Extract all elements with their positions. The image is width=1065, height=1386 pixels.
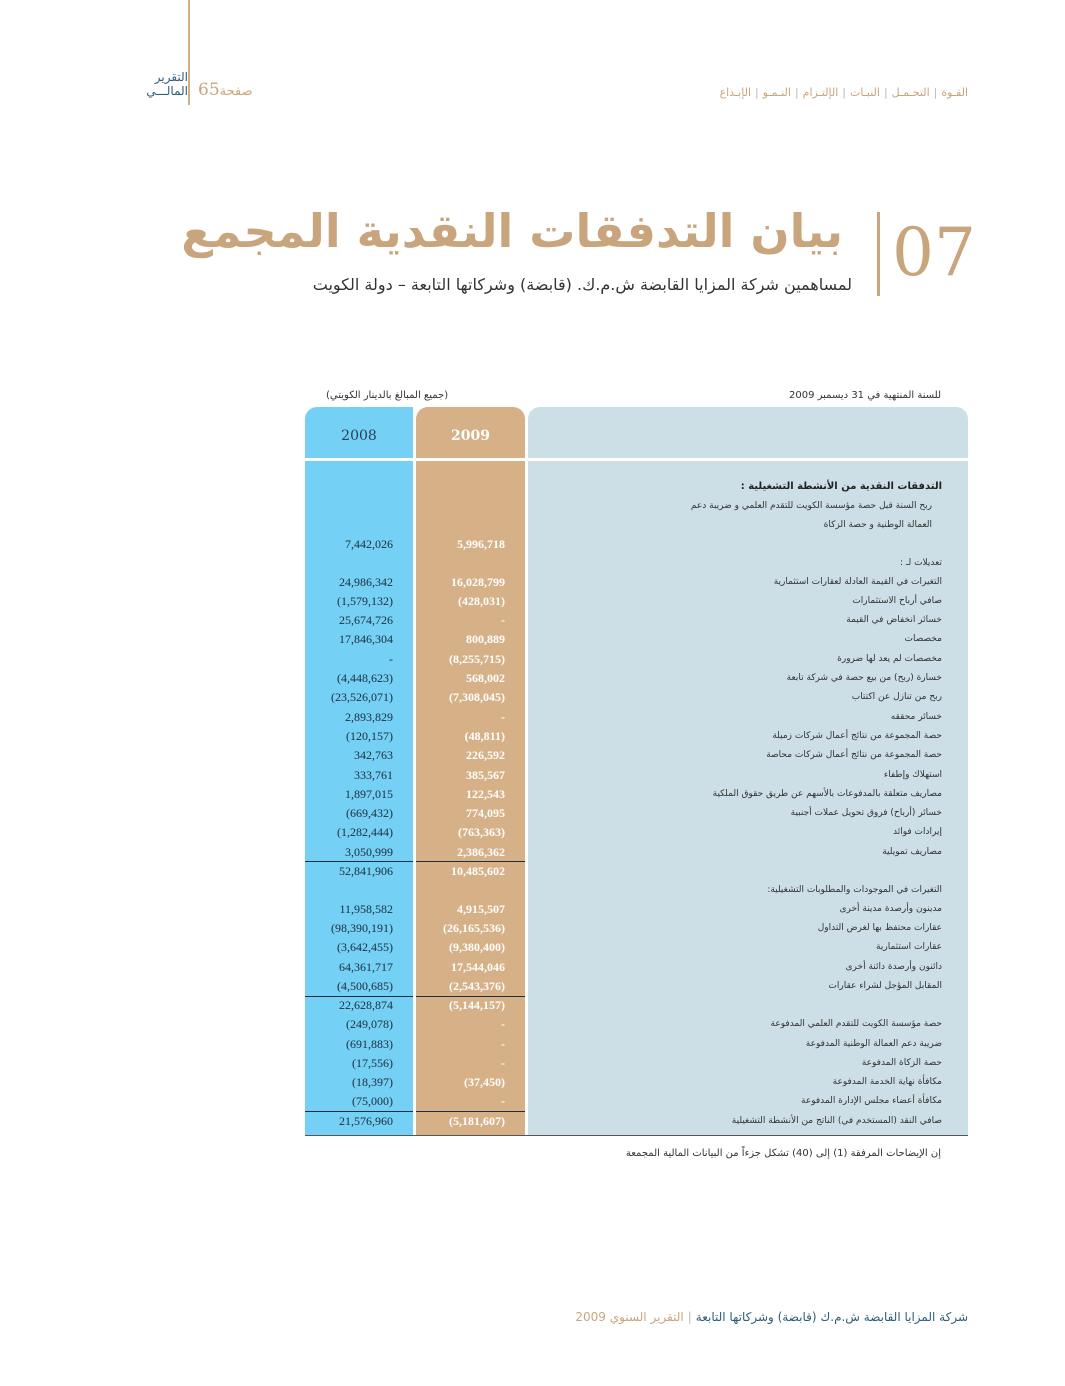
subtotal-line-2009 bbox=[416, 1111, 525, 1112]
table-row bbox=[305, 650, 968, 668]
row-description: خسائر (أرباح) فروق تحويل عملات أجنبية bbox=[790, 808, 942, 818]
row-description: استهلاك وإطفاء bbox=[883, 770, 942, 780]
table-row bbox=[305, 516, 968, 534]
table-row bbox=[305, 881, 968, 899]
page-number: 65 bbox=[198, 80, 220, 100]
row-description: ربح السنة قبل حصة مؤسسة الكويت للتقدم العلمي و ضريبة دعم bbox=[690, 501, 932, 511]
table-row bbox=[305, 554, 968, 572]
value-2009: 4,915,507 bbox=[457, 902, 505, 916]
subtotal-line-2009 bbox=[416, 996, 525, 997]
footer-report: التقرير السنوي 2009 bbox=[575, 1310, 684, 1324]
value-2009: - bbox=[501, 1017, 505, 1031]
value-2009: (8,255,715) bbox=[449, 652, 505, 666]
value-2009: - bbox=[501, 1037, 505, 1051]
table-row bbox=[305, 1015, 968, 1033]
value-2008: 1,897,015 bbox=[345, 787, 393, 801]
table-bottom-rule bbox=[305, 1135, 968, 1136]
value-2009: 385,567 bbox=[466, 768, 505, 782]
row-description: ضريبة دعم العمالة الوطنية المدفوعة bbox=[805, 1039, 942, 1049]
column-header-2009: 2009 bbox=[451, 428, 490, 444]
row-description: عقارات محتفظ بها لغرض التداول bbox=[817, 923, 942, 933]
row-description: ربح من تنازل عن اكتتاب bbox=[851, 692, 942, 702]
value-2008: (4,500,685) bbox=[337, 979, 393, 993]
row-description: صافي النقد (المستخدم في) الناتج من الأنشطة التشغيلية bbox=[731, 1116, 942, 1126]
table-row bbox=[305, 766, 968, 784]
value-2008: (3,642,455) bbox=[337, 940, 393, 954]
table-row bbox=[305, 630, 968, 648]
row-description: مكافأة أعضاء مجلس الإدارة المدفوعة bbox=[801, 1096, 942, 1106]
header-divider bbox=[188, 0, 190, 105]
value-2008: (98,390,191) bbox=[331, 921, 393, 935]
value-2009: - bbox=[501, 710, 505, 724]
footnote: إن الإيضاحات المرفقة (1) إلى (40) تشكل جزءاً من البيانات المالية المجمعة bbox=[625, 1148, 941, 1159]
nav-item[interactable]: الإلتـزام bbox=[802, 86, 839, 99]
value-2008: 24,986,342 bbox=[339, 575, 393, 589]
value-2008: 7,442,026 bbox=[345, 537, 393, 551]
row-description: إيرادات فوائد bbox=[893, 827, 942, 837]
value-2009: - bbox=[501, 1094, 505, 1108]
value-2008: - bbox=[389, 652, 393, 666]
row-description: مكافأة نهاية الخدمة المدفوعة bbox=[832, 1077, 942, 1087]
header-separator bbox=[305, 458, 968, 461]
subtotal-line-2008 bbox=[305, 996, 413, 997]
row-description: المقابل المؤجل لشراء عقارات bbox=[828, 981, 942, 991]
table-row bbox=[305, 573, 968, 591]
table-row bbox=[305, 977, 968, 995]
value-2008: 11,958,582 bbox=[339, 902, 393, 916]
value-2008: (669,432) bbox=[346, 806, 393, 820]
value-2009: - bbox=[501, 1056, 505, 1070]
table-row bbox=[305, 1112, 968, 1130]
period-label: للسنة المنتهية في 31 ديسمبر 2009 bbox=[789, 390, 941, 401]
report-label-line2: المالـــي bbox=[146, 84, 188, 98]
value-2009: 800,889 bbox=[466, 632, 505, 646]
page-indicator bbox=[198, 80, 253, 100]
table-row bbox=[305, 804, 968, 822]
page-title: بيان التدفقات النقدية المجمع bbox=[181, 204, 843, 258]
nav-item[interactable]: القـوة bbox=[941, 86, 968, 99]
currency-note: (جميع المبالغ بالدينار الكويتي) bbox=[326, 390, 449, 401]
row-description: التغيرات في القيمة العادلة لعقارات استثمارية bbox=[773, 577, 942, 587]
value-2008: (4,448,623) bbox=[337, 671, 393, 685]
subtotal-line-2009 bbox=[416, 861, 525, 862]
value-2008: 22,628,874 bbox=[339, 998, 393, 1012]
value-2009: (37,450) bbox=[464, 1075, 505, 1089]
value-2008: 52,841,906 bbox=[339, 864, 393, 878]
value-2008: 333,761 bbox=[354, 768, 393, 782]
row-description: تعديلات لـ : bbox=[899, 558, 942, 568]
table-row bbox=[305, 1092, 968, 1110]
row-description: خسائر محققه bbox=[890, 712, 942, 722]
value-2009: (48,811) bbox=[464, 729, 505, 743]
value-2009: 16,028,799 bbox=[451, 575, 505, 589]
table-row bbox=[305, 785, 968, 803]
value-2008: 2,893,829 bbox=[345, 710, 393, 724]
value-2009: (2,543,376) bbox=[449, 979, 505, 993]
section-divider bbox=[877, 212, 880, 296]
table-row bbox=[305, 535, 968, 553]
row-description: خسائر انخفاض في القيمة bbox=[846, 615, 942, 625]
value-2008: (23,526,071) bbox=[331, 690, 393, 704]
row-description: حصة مؤسسة الكويت للتقدم العلمي المدفوعة bbox=[770, 1019, 942, 1029]
row-description: مصاريف متعلقة بالمدفوعات بالأسهم عن طريق حقوق الملكية bbox=[712, 789, 942, 799]
row-description: دائنون وأرصدة دائنة أخرى bbox=[845, 962, 942, 972]
table-row bbox=[305, 727, 968, 745]
row-description: عقارات استثمارية bbox=[876, 942, 942, 952]
value-2009: (7,308,045) bbox=[449, 690, 505, 704]
table-row bbox=[305, 862, 968, 880]
nav-item[interactable]: النـمـو bbox=[762, 86, 791, 99]
table-row bbox=[305, 958, 968, 976]
value-2009: 17,544,046 bbox=[451, 960, 505, 974]
value-2009: - bbox=[501, 613, 505, 627]
table-row bbox=[305, 611, 968, 629]
value-2008: (75,000) bbox=[352, 1094, 393, 1108]
page-word: صفحة bbox=[219, 84, 253, 99]
value-2008: 21,576,960 bbox=[339, 1114, 393, 1128]
value-2009: 226,592 bbox=[466, 748, 505, 762]
row-description: حصة المجموعة من نتائج أعمال شركات محاصة bbox=[766, 750, 942, 760]
table-row bbox=[305, 938, 968, 956]
value-2008: (249,078) bbox=[346, 1017, 393, 1031]
row-description: مخصصات لم يعد لها ضرورة bbox=[837, 654, 942, 664]
nav-item[interactable]: التحـمـل bbox=[891, 86, 930, 99]
value-2008: (1,579,132) bbox=[337, 594, 393, 608]
report-label bbox=[128, 70, 188, 98]
row-description: مدينون وأرصدة مدينة أخرى bbox=[839, 904, 942, 914]
row-description: صافي أرباح الاستثمارات bbox=[852, 596, 942, 606]
table-row bbox=[305, 497, 968, 515]
row-description: حصة الزكاة المدفوعة bbox=[861, 1058, 942, 1068]
table-row bbox=[305, 823, 968, 841]
value-2009: (763,363) bbox=[458, 825, 505, 839]
value-2008: 64,361,717 bbox=[339, 960, 393, 974]
value-2009: 10,485,602 bbox=[451, 864, 505, 878]
subtotal-line-2008 bbox=[305, 1111, 413, 1112]
value-2008: (691,883) bbox=[346, 1037, 393, 1051]
footer-company: شركة المزايا القابضة ش.م.ك (قابضة) وشركاتها التابعة bbox=[695, 1310, 968, 1324]
value-2009: (428,031) bbox=[458, 594, 505, 608]
table-row bbox=[305, 669, 968, 687]
value-2009: 122,543 bbox=[466, 787, 505, 801]
row-description: التغيرات في الموجودات والمطلوبات التشغيلية: bbox=[767, 885, 942, 895]
value-2008: 25,674,726 bbox=[339, 613, 393, 627]
table-row bbox=[305, 1073, 968, 1091]
value-2009: 774,095 bbox=[466, 806, 505, 820]
value-2009: 5,996,718 bbox=[457, 537, 505, 551]
table-row bbox=[305, 919, 968, 937]
row-description: حصة المجموعة من نتائج أعمال شركات زميلة bbox=[772, 731, 942, 741]
nav-item[interactable]: النبـات bbox=[849, 86, 880, 99]
page-subtitle: لمساهمين شركة المزايا القابضة ش.م.ك. (قابضة) وشركاتها التابعة – دولة الكويت bbox=[312, 275, 852, 294]
value-2009: (9,380,400) bbox=[449, 940, 505, 954]
nav-item[interactable]: الإبـداع bbox=[719, 86, 751, 99]
value-2009: (26,165,536) bbox=[443, 921, 505, 935]
row-description: العمالة الوطنية و حصة الزكاة bbox=[823, 520, 932, 530]
value-2008: 342,763 bbox=[354, 748, 393, 762]
table-row bbox=[305, 688, 968, 706]
report-label-line1: التقرير bbox=[154, 70, 188, 84]
table-row bbox=[305, 746, 968, 764]
section-number: 07 bbox=[892, 214, 976, 291]
table-row bbox=[305, 843, 968, 861]
value-2009: (5,144,157) bbox=[449, 998, 505, 1012]
table-row bbox=[305, 996, 968, 1014]
header-nav: القـوة|التحـمـل|النبـات|الإلتـزام|النـمـو|الإبـداع bbox=[719, 86, 968, 99]
value-2008: (18,397) bbox=[352, 1075, 393, 1089]
value-2009: 2,386,362 bbox=[457, 845, 505, 859]
row-description: خسارة (ربح) من بيع حصة في شركة تابعة bbox=[786, 673, 942, 683]
row-description: مخصصات bbox=[904, 634, 942, 644]
row-description: مصاريف تمويلية bbox=[882, 847, 942, 857]
table-row bbox=[305, 1054, 968, 1072]
table-row bbox=[305, 708, 968, 726]
page-footer: شركة المزايا القابضة ش.م.ك (قابضة) وشركاتها التابعة|التقرير السنوي 2009 bbox=[575, 1310, 968, 1324]
value-2008: (1,282,444) bbox=[337, 825, 393, 839]
value-2009: 568,002 bbox=[466, 671, 505, 685]
subtotal-line-2008 bbox=[305, 861, 413, 862]
table-row bbox=[305, 1035, 968, 1053]
table-row bbox=[305, 592, 968, 610]
row-description: التدفقات النقدية من الأنشطة التشغيلية : bbox=[740, 481, 942, 492]
value-2008: 3,050,999 bbox=[345, 845, 393, 859]
value-2008: (17,556) bbox=[352, 1056, 393, 1070]
value-2009: (5,181,607) bbox=[449, 1114, 505, 1128]
value-2008: 17,846,304 bbox=[339, 632, 393, 646]
table-row bbox=[305, 478, 968, 496]
value-2008: (120,157) bbox=[346, 729, 393, 743]
table-row bbox=[305, 900, 968, 918]
column-header-2008: 2008 bbox=[341, 428, 377, 444]
